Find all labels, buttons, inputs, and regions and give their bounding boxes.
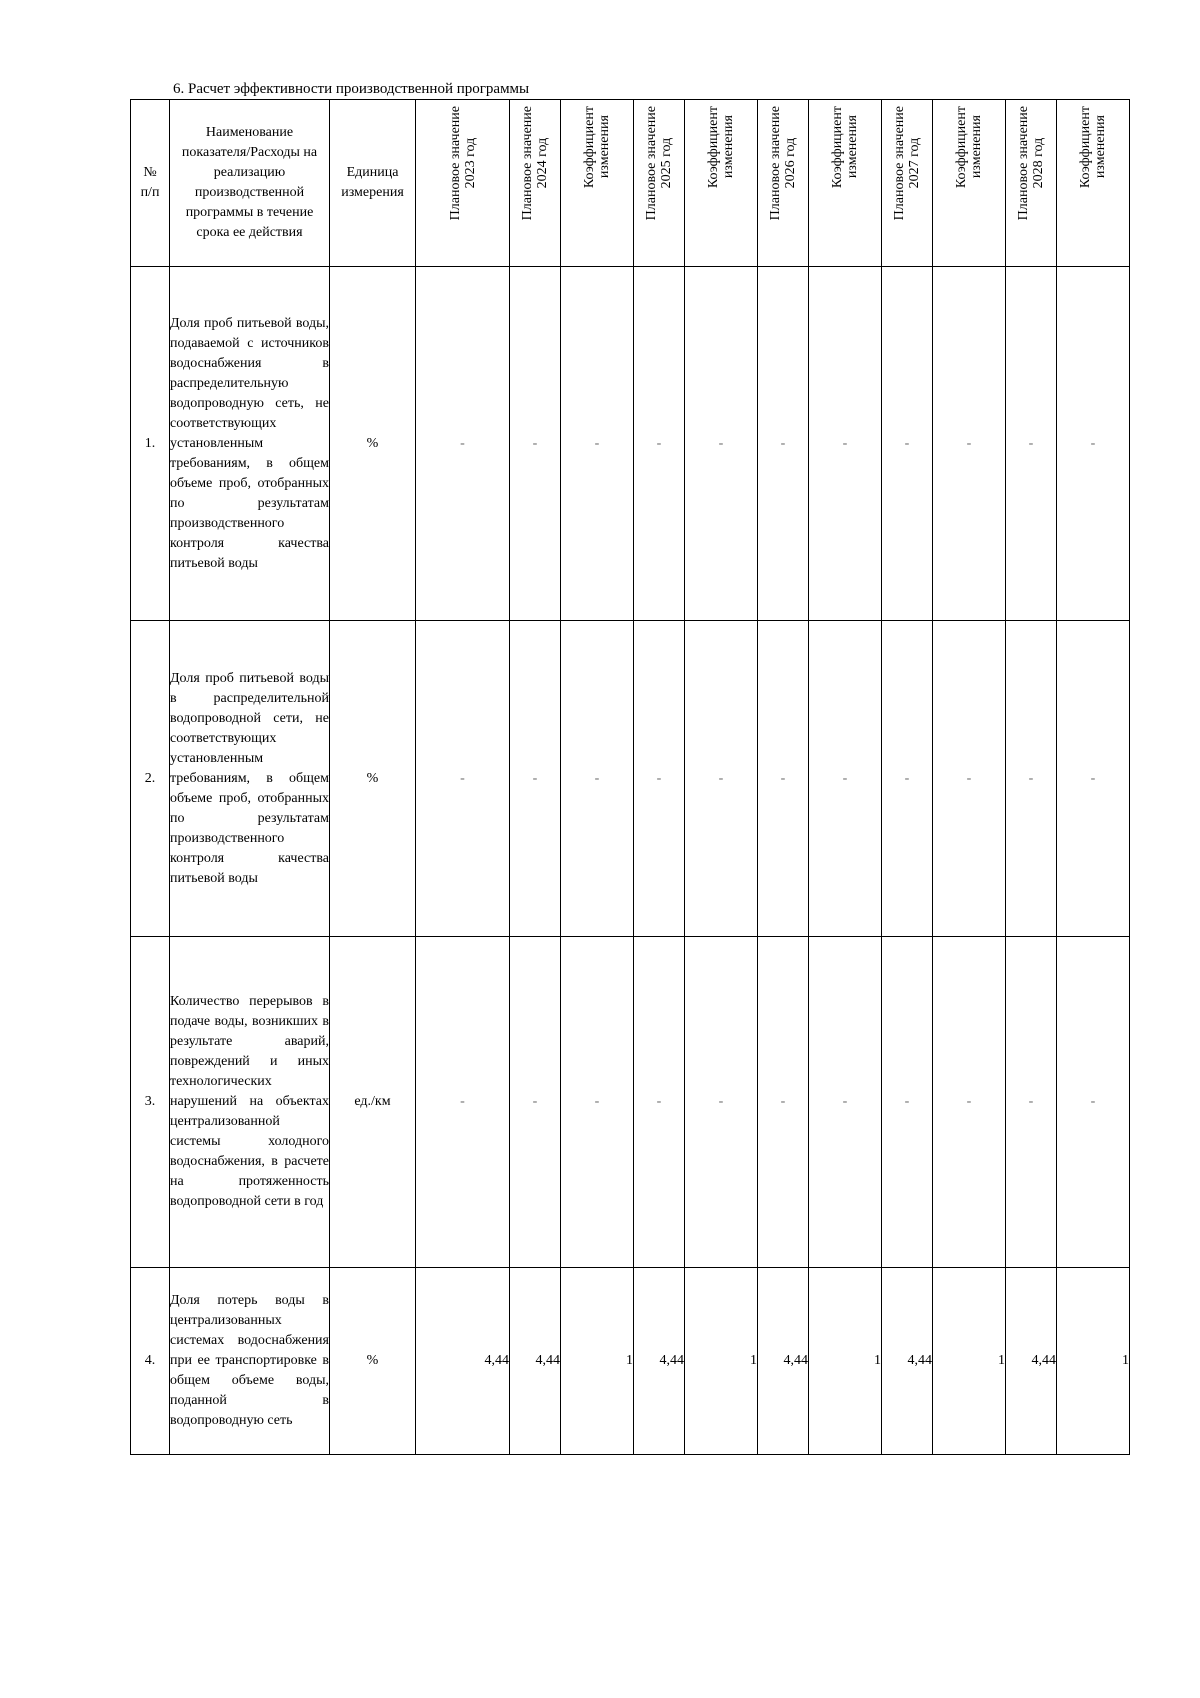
header-unit: Единица измерения: [330, 100, 416, 267]
value-cell: -: [510, 621, 561, 937]
header-num: № п/п: [131, 100, 170, 267]
table-row: [131, 1268, 1130, 1455]
header-coef-2025: Коэффициент изменения: [685, 100, 758, 267]
unit-cell: ед./км: [330, 937, 416, 1268]
value-cell: -: [758, 621, 809, 937]
header-coef-2026: Коэффициент изменения: [809, 100, 882, 267]
indicator-name: Доля потерь воды в централизованных системах водоснабжения при ее транспортировке в общем объеме воды, поданной в водопроводную сеть: [170, 1268, 330, 1455]
value-cell: -: [1006, 937, 1057, 1268]
unit-cell: %: [330, 1268, 416, 1455]
value-cell: 4,44: [416, 1268, 510, 1455]
header-coef-2027: Коэффициент изменения: [933, 100, 1006, 267]
value-cell: -: [809, 937, 882, 1268]
page-title: 6. Расчет эффективности производственной программы: [173, 81, 530, 97]
value-cell: -: [758, 267, 809, 621]
value-cell: -: [1057, 937, 1130, 1268]
value-cell: -: [685, 937, 758, 1268]
unit-cell: %: [330, 267, 416, 621]
value-cell: -: [933, 621, 1006, 937]
unit-cell: %: [330, 621, 416, 937]
value-cell: -: [510, 267, 561, 621]
value-cell: -: [561, 937, 634, 1268]
value-cell: 1: [561, 1268, 634, 1455]
value-cell: -: [416, 621, 510, 937]
value-cell: 4,44: [1006, 1268, 1057, 1455]
value-cell: -: [416, 267, 510, 621]
header-name: Наименование показателя/Расходы на реализацию производственной программы в течение срока ее действия: [170, 100, 330, 267]
header-coef-2024: Коэффициент изменения: [561, 100, 634, 267]
value-cell: 4,44: [634, 1268, 685, 1455]
indicator-name: Доля проб питьевой воды, подаваемой с источников водоснабжения в распределительную водопроводную сеть, не соответствующих установленным требованиям, в общем объеме проб, отобранных по результатам производственного контроля качества питьевой воды: [170, 267, 330, 621]
value-cell: -: [1057, 621, 1130, 937]
value-cell: 1: [809, 1268, 882, 1455]
value-cell: -: [1006, 621, 1057, 937]
header-plan-2028: Плановое значение 2028 год: [1006, 100, 1057, 267]
value-cell: -: [882, 621, 933, 937]
value-cell: -: [882, 937, 933, 1268]
value-cell: 1: [685, 1268, 758, 1455]
value-cell: 1: [933, 1268, 1006, 1455]
value-cell: 4,44: [510, 1268, 561, 1455]
table-row: [131, 267, 1130, 621]
value-cell: 4,44: [758, 1268, 809, 1455]
header-plan-2023: Плановое значение 2023 год: [416, 100, 510, 267]
value-cell: -: [882, 267, 933, 621]
value-cell: -: [1006, 267, 1057, 621]
value-cell: -: [809, 621, 882, 937]
value-cell: -: [933, 937, 1006, 1268]
value-cell: -: [634, 621, 685, 937]
value-cell: -: [809, 267, 882, 621]
header-plan-2027: Плановое значение 2027 год: [882, 100, 933, 267]
value-cell: -: [685, 267, 758, 621]
indicator-name: Количество перерывов в подаче воды, возникших в результате аварий, повреждений и иных технологических нарушений на объектах централизованной системы холодного водоснабжения, в расчете на протяженность водопроводной сети в год: [170, 937, 330, 1268]
value-cell: 1: [1057, 1268, 1130, 1455]
header-plan-2026: Плановое значение 2026 год: [758, 100, 809, 267]
value-cell: 4,44: [882, 1268, 933, 1455]
production-program-table: [130, 99, 1130, 1455]
header-plan-2024: Плановое значение 2024 год: [510, 100, 561, 267]
value-cell: -: [634, 267, 685, 621]
header-plan-2025: Плановое значение 2025 год: [634, 100, 685, 267]
value-cell: -: [1057, 267, 1130, 621]
row-number: 3.: [131, 937, 170, 1268]
value-cell: -: [758, 937, 809, 1268]
header-row: [131, 100, 1130, 267]
value-cell: -: [933, 267, 1006, 621]
value-cell: -: [561, 621, 634, 937]
value-cell: -: [510, 937, 561, 1268]
value-cell: -: [634, 937, 685, 1268]
indicator-name: Доля проб питьевой воды в распределительной водопроводной сети, не соответствующих установленным требованиям, в общем объеме проб, отобранных по результатам производственного контроля качества питьевой воды: [170, 621, 330, 937]
row-number: 4.: [131, 1268, 170, 1455]
table-row: [131, 937, 1130, 1268]
row-number: 2.: [131, 621, 170, 937]
value-cell: -: [416, 937, 510, 1268]
value-cell: -: [561, 267, 634, 621]
table-row: [131, 621, 1130, 937]
row-number: 1.: [131, 267, 170, 621]
value-cell: -: [685, 621, 758, 937]
header-coef-2028: Коэффициент изменения: [1057, 100, 1130, 267]
